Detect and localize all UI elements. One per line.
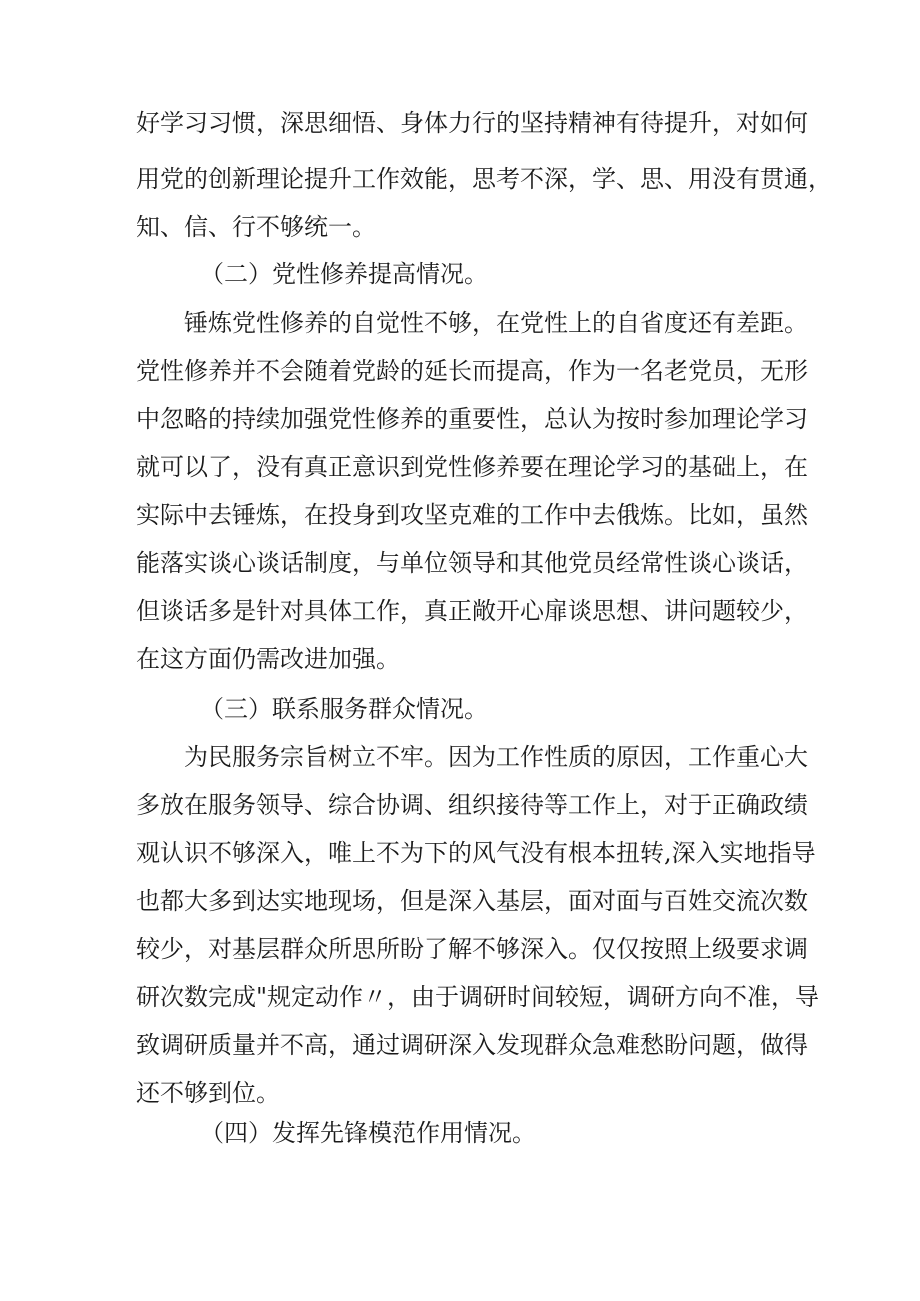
paragraph-line: 但谈话多是针对具体工作，真正敞开心扉谈思想、讲问题较少， [136, 597, 808, 625]
paragraph-line: 在这方面仍需改进加强。 [136, 645, 400, 673]
paragraph-line: 观认识不够深入，唯上不为下的风气没有根本扭转,深入实地指导 [136, 839, 816, 867]
section-heading-4: （四）发挥先锋模范作用情况。 [200, 1119, 536, 1147]
paragraph-line: 多放在服务领导、综合协调、组织接待等工作上，对于正确政绩 [136, 791, 808, 819]
paragraph-line: 锤炼党性修养的自觉性不够，在党性上的自省度还有差距。 [184, 309, 808, 337]
paragraph-line: 为民服务宗旨树立不牢。因为工作性质的原因，工作重心大 [184, 743, 808, 771]
paragraph-line: 研次数完成"规定动作〃，由于调研时间较短，调研方向不准，导 [136, 983, 820, 1011]
paragraph-line: 就可以了，没有真正意识到党性修养要在理论学习的基础上，在 [136, 453, 808, 481]
paragraph-line: 用党的创新理论提升工作效能，思考不深，学、思、用没有贯通， [136, 165, 832, 193]
section-heading-2: （二）党性修养提高情况。 [200, 260, 488, 288]
paragraph-line: 也都大多到达实地现场，但是深入基层，面对面与百姓交流次数 [136, 887, 808, 915]
paragraph-line: 实际中去锤炼，在投身到攻坚克难的工作中去俄炼。比如，虽然 [136, 501, 808, 529]
paragraph-line: 知、信、行不够统一。 [136, 213, 376, 241]
paragraph-line: 能落实谈心谈话制度，与单位领导和其他党员经常性谈心谈话， [136, 549, 808, 577]
section-heading-3: （三）联系服务群众情况。 [200, 695, 488, 723]
paragraph-line: 还不够到位。 [136, 1079, 280, 1107]
paragraph-line: 中忽略的持续加强党性修养的重要性，总认为按时参加理论学习 [136, 405, 808, 433]
paragraph-line: 较少，对基层群众所思所盼了解不够深入。仅仅按照上级要求调 [136, 935, 808, 963]
paragraph-line: 好学习习惯，深思细悟、身体力行的坚持精神有待提升，对如何 [136, 109, 808, 137]
paragraph-line: 致调研质量并不高，通过调研深入发现群众急难愁盼问题，做得 [136, 1031, 808, 1059]
paragraph-line: 党性修养并不会随着党龄的延长而提高，作为一名老党员，无形 [136, 357, 808, 385]
